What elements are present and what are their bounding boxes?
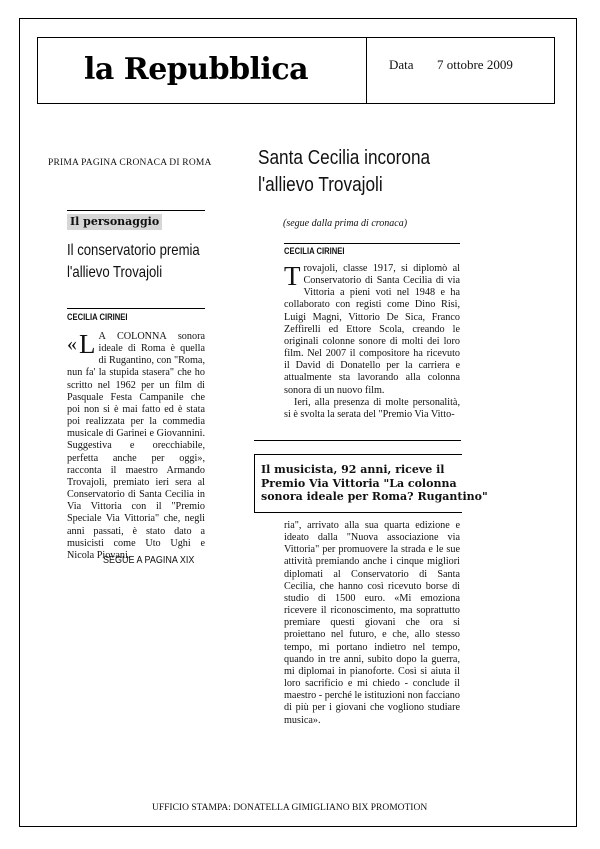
side-paragraph: « L A COLONNA sonora ideale di Roma è quella di Rugantino, con "Roma, nun fa' la stupida stasera" che ho scritto nel 1962 per un film di Pasquale Festa Campanile che poi non si è mai fatto ed è stata poi realizzata per la commedia musicale di Garinei e Giovannini. Suggestiva e orecchiabile, perfetta anche per oggi», racconta il maestro Armando Trovajoli, premiato ieri sera al Conservatorio di Santa Cecilia in Via Vittoria con il "Premio Speciale Via Vittoria" che, negli anni passati, è stato dato a musicisti come Uto Ughi e Nicola Piovani. <box>67 329 205 561</box>
newspaper-logo: la Repubblica <box>84 52 309 87</box>
main-headline-line1: Santa Cecilia incorona <box>258 147 431 169</box>
side-byline: CECILIA CIRINEI <box>67 312 128 322</box>
masthead-logo-box <box>37 37 367 104</box>
side-headline-line2: l'allievo Trovajoli <box>67 264 163 281</box>
kicker: Il personaggio <box>67 214 162 230</box>
divider <box>254 440 461 441</box>
main-paragraph-2: Ieri, alla presenza di molte personalità, si è svolta la serata del "Premio Via Vitto- <box>284 396 460 420</box>
date-label: Data <box>389 57 414 72</box>
highlight-text: Il musicista, 92 anni, riceve il Premio Via Vittoria "La colonna sonora ideale per Roma? Rugantino" <box>261 463 488 503</box>
main-paragraph-1: Trovajoli, classe 1917, si diplomò al Conservatorio di Santa Cecilia di via Vittoria a pieni voti nel 1948 e ha collaborato con registi come Dino Risi, Luigi Magni, Vittorio De Sica, Franco Zeffirelli ed Ettore Scola, creando le originali colonne sonore di molti dei loro film. Nel 2007 il compositore ha ricevuto il David di Donatello per la carriera e attualmente sta lavorando alla colonna sonora di un nuovo film. <box>284 261 460 396</box>
date-value: 7 ottobre 2009 <box>437 57 513 72</box>
main-dropcap: T <box>284 261 301 291</box>
section-label: PRIMA PAGINA CRONACA DI ROMA <box>48 158 212 168</box>
side-headline <box>67 240 215 284</box>
main-byline: CECILIA CIRINEI <box>284 246 345 256</box>
divider <box>67 210 205 211</box>
divider <box>67 308 205 309</box>
side-body <box>67 331 205 562</box>
continue-label: SEGUE A PAGINA XIX <box>103 555 195 566</box>
footer-credit: UFFICIO STAMPA: DONATELLA GIMIGLIANO BIX PROMOTION <box>152 803 428 813</box>
masthead-date-box <box>367 37 555 104</box>
main-headline-line2: l'allievo Trovajoli <box>258 174 383 196</box>
side-headline-line1: Il conservatorio premia <box>67 242 200 259</box>
side-dropcap: L <box>79 329 96 359</box>
main-body-top <box>284 263 460 421</box>
main-paragraph-3: ria", arrivato alla sua quarta edizione e ideato dalla "Nuova associazione via Vittoria" per promuovere la strada e le sue attività premiando anche i cinque migliori diplomati al Conservatorio di Santa Cecilia, che hanno così ricevuto borse di studio di 1500 euro. «Mi emoziona ricevere il riconoscimento, ma soprattutto premiare questi giovani che ora si proiettano nel futuro, e che, allo stesso tempo, mi portano indietro nel tempo, quando in tre anni, subito dopo la guerra, mi diplomai in pianoforte. Così si aiuta il loro sacrificio e mi chiedo - conclude il maestro - perché le istituzioni non facciano di più per i giovani che vogliono studiare musica». <box>284 520 460 726</box>
main-headline <box>258 145 499 199</box>
main-body-bottom <box>284 520 460 727</box>
quote-open: « <box>67 333 77 355</box>
segue-note: (segue dalla prima di cronaca) <box>283 218 408 229</box>
divider <box>284 243 460 244</box>
